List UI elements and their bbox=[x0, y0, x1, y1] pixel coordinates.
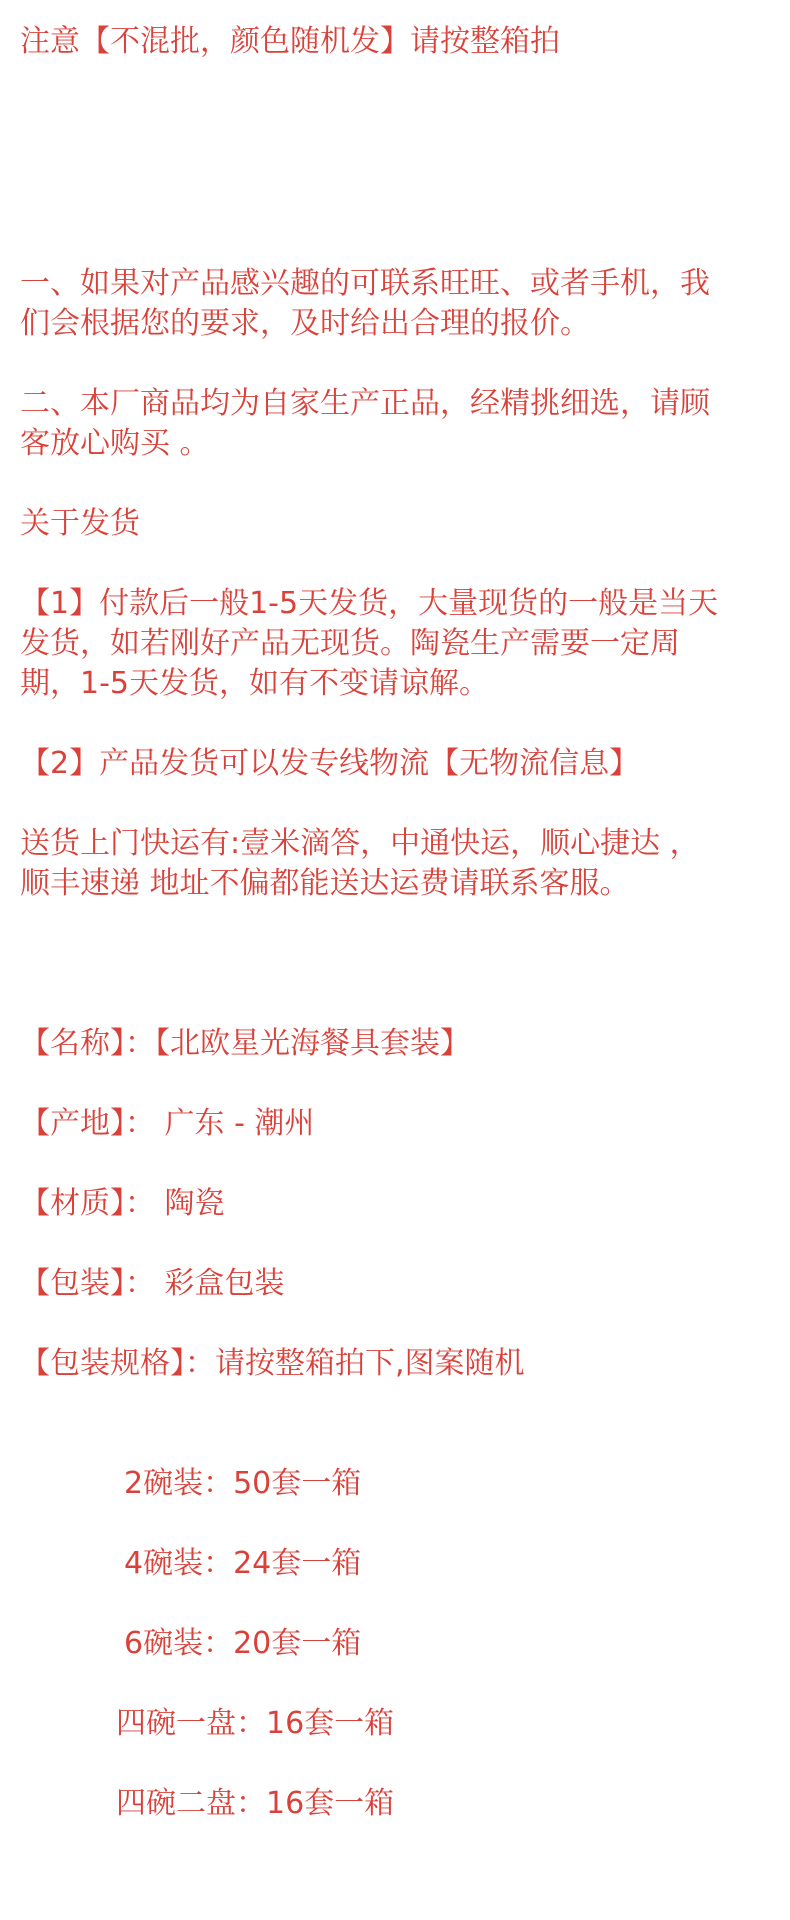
notice-text: 注意【不混批，颜色随机发】请按整箱拍 bbox=[20, 24, 560, 59]
shipping-item-1-line-2: 发货，如若刚好产品无现货。陶瓷生产需要一定周 bbox=[20, 626, 680, 661]
term-1-line-1: 一、如果对产品感兴趣的可联系旺旺、或者手机，我 bbox=[20, 266, 710, 301]
shipping-express-line-2: 顺丰速递 地址不偏都能送达运费请联系客服。 bbox=[20, 866, 630, 901]
term-2 bbox=[20, 384, 760, 464]
shipping-item-1 bbox=[20, 584, 760, 704]
spec-item: 四碗二盘：16套一箱 bbox=[116, 1786, 395, 1821]
spec-item: 四碗一盘：16套一箱 bbox=[116, 1706, 395, 1741]
shipping-item-1-line-1: 【1】付款后一般1-5天发货，大量现货的一般是当天 bbox=[20, 586, 719, 621]
term-2-line-2: 客放心购买 。 bbox=[20, 426, 210, 461]
shipping-express bbox=[20, 824, 760, 904]
shipping-express-line-1: 送货上门快运有:壹米滴答，中通快运，顺心捷达 ， bbox=[20, 826, 700, 861]
product-spec: 【包装规格】：请按整箱拍下,图案随机 bbox=[20, 1346, 525, 1381]
term-2-line-1: 二、本厂商品均为自家生产正品，经精挑细选，请顾 bbox=[20, 386, 710, 421]
product-packaging: 【包装】： 彩盒包装 bbox=[20, 1266, 285, 1301]
product-material: 【材质】： 陶瓷 bbox=[20, 1186, 225, 1221]
shipping-item-2: 【2】产品发货可以发专线物流【无物流信息】 bbox=[20, 746, 640, 781]
term-1 bbox=[20, 264, 760, 344]
shipping-heading: 关于发货 bbox=[20, 506, 140, 541]
spec-item: 6碗装：20套一箱 bbox=[124, 1626, 362, 1661]
shipping-item-1-line-3: 期，1-5天发货，如有不变请谅解。 bbox=[20, 666, 489, 701]
term-1-line-2: 们会根据您的要求，及时给出合理的报价。 bbox=[20, 306, 590, 341]
spec-item: 4碗装：24套一箱 bbox=[124, 1546, 362, 1581]
spec-item: 2碗装：50套一箱 bbox=[124, 1466, 362, 1501]
product-origin: 【产地】： 广东 - 潮州 bbox=[20, 1106, 315, 1141]
product-name: 【名称】：【北欧星光海餐具套装】 bbox=[20, 1026, 470, 1061]
